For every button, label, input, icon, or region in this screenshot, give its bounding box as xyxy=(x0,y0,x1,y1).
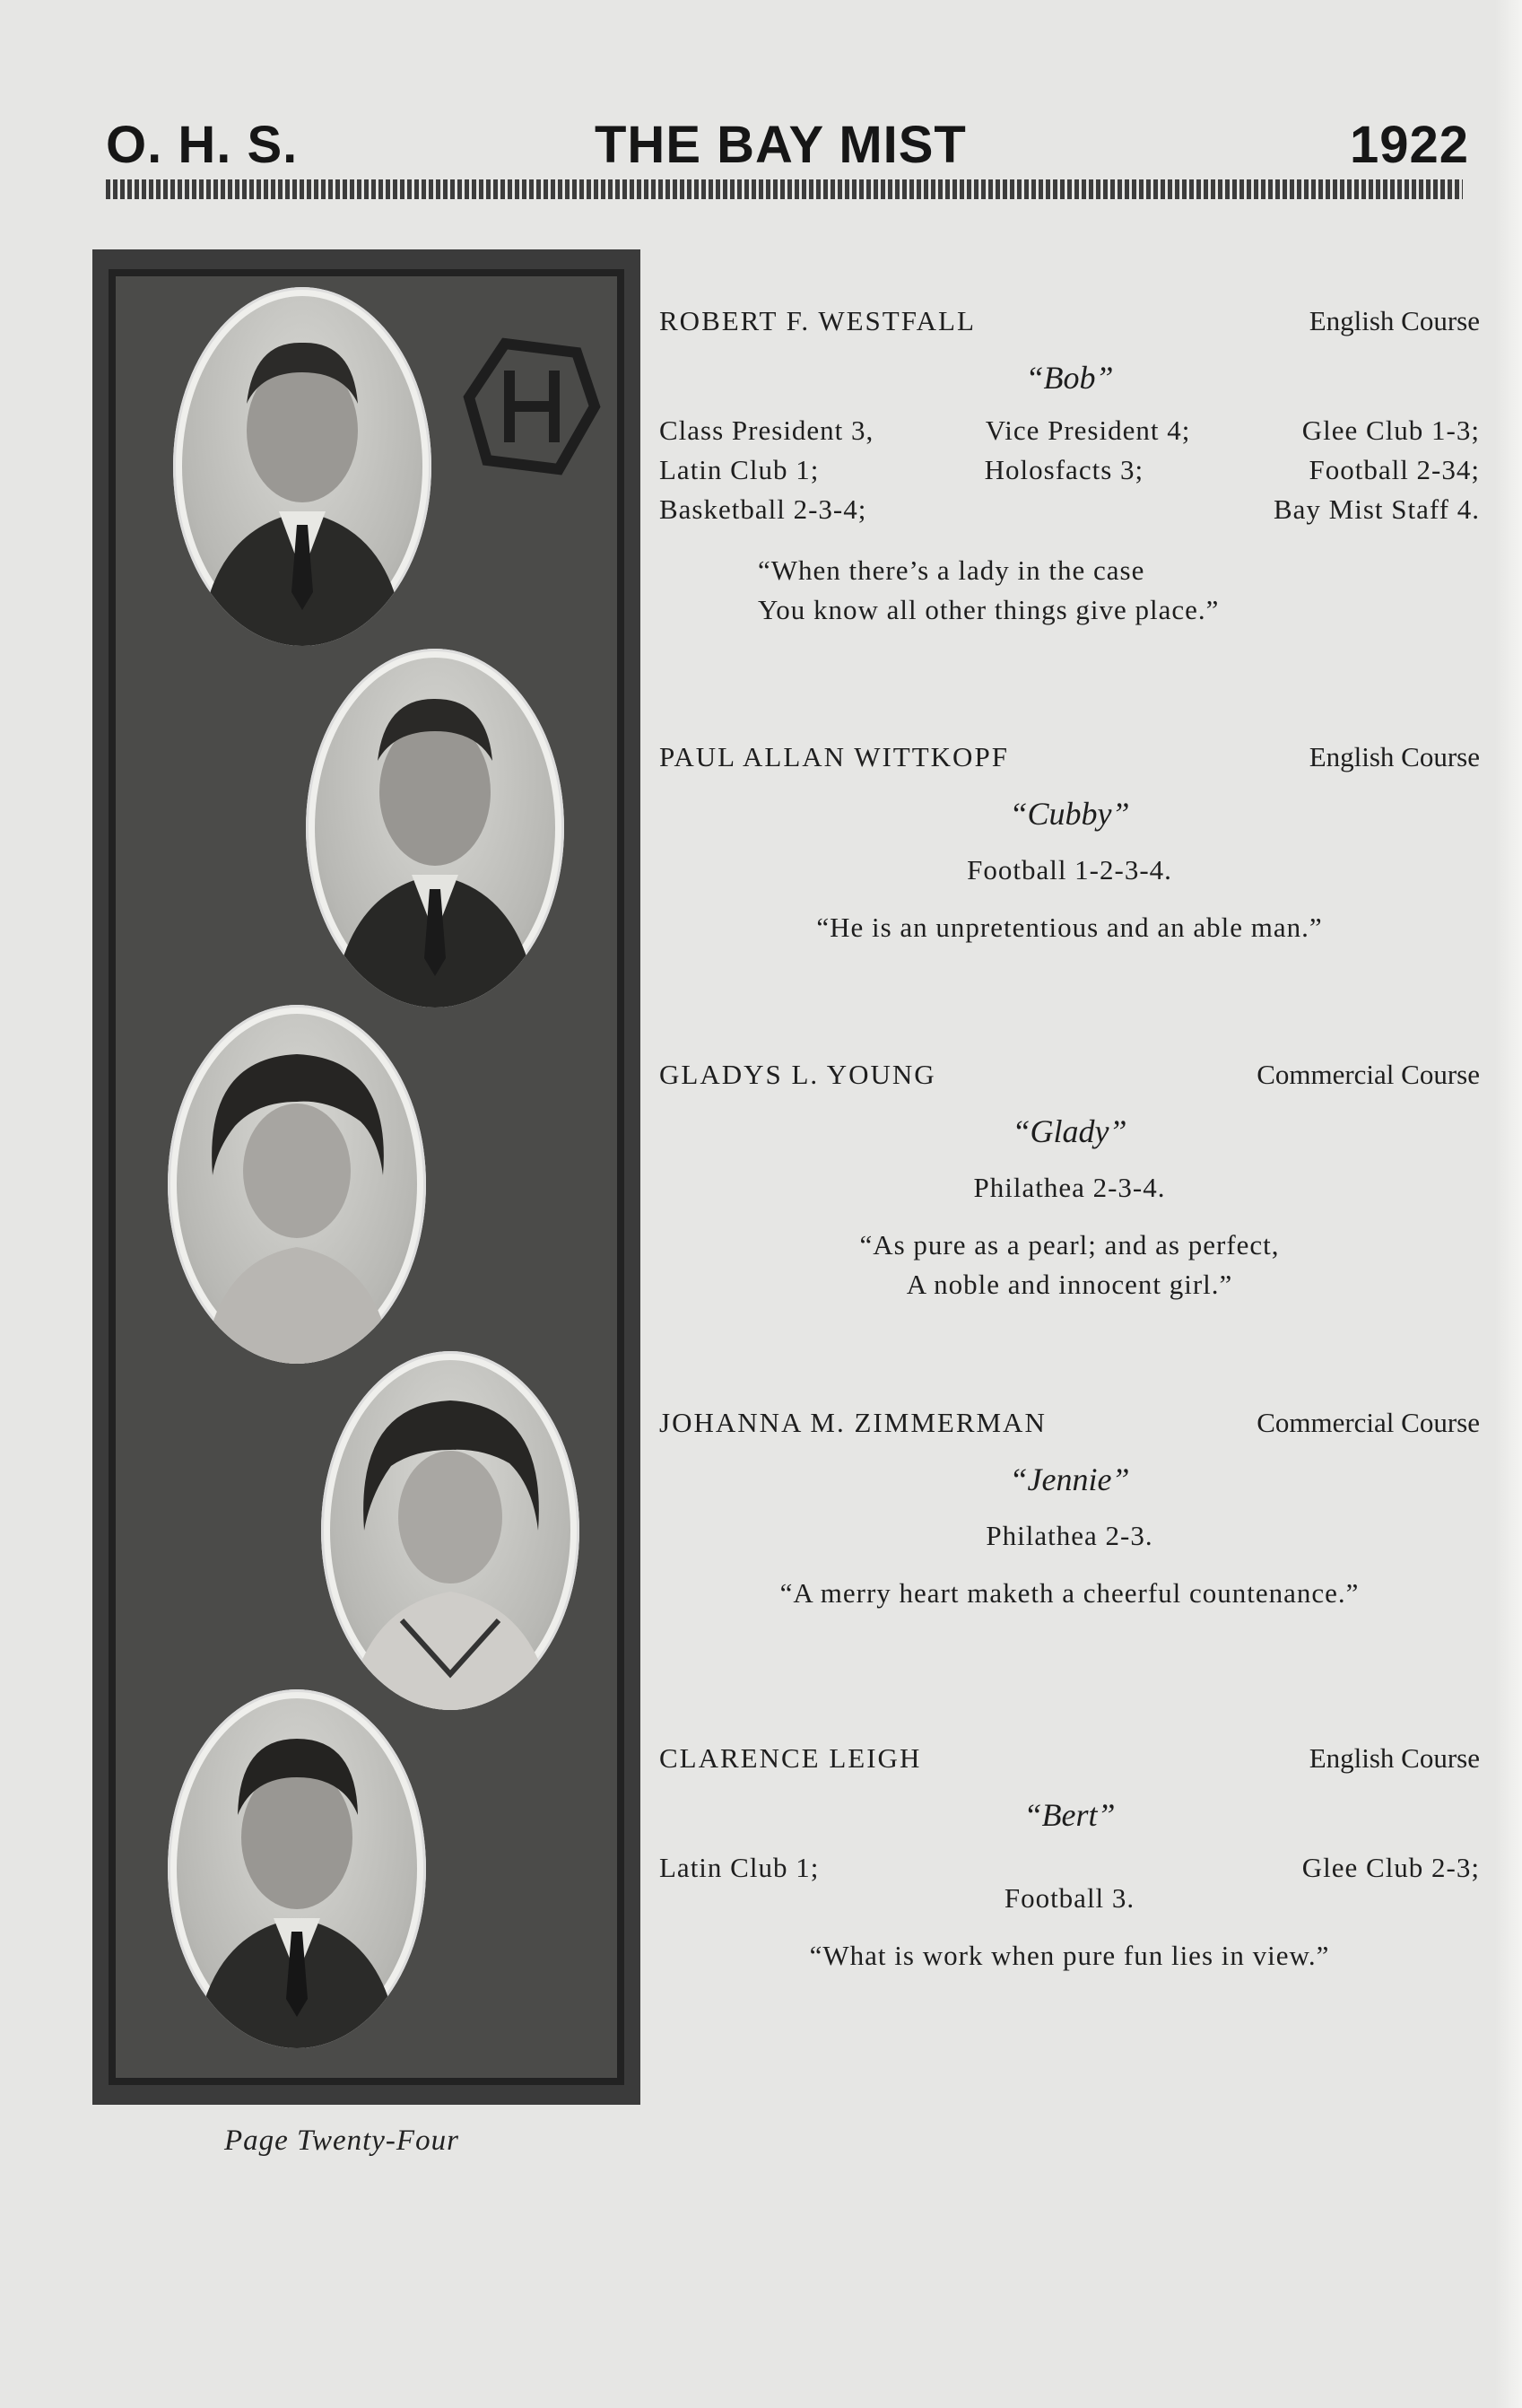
page-header xyxy=(106,115,1469,178)
student-quote xyxy=(659,908,1480,947)
quote-line: A noble and innocent girl.” xyxy=(906,1269,1233,1300)
student-quote xyxy=(659,1936,1480,1976)
student-name: PAUL ALLAN WITTKOPF xyxy=(659,741,1009,772)
student-nickname: “Bob” xyxy=(1025,360,1114,396)
activity: Class President 3, xyxy=(659,414,874,446)
portrait-westfall xyxy=(173,287,431,646)
activity: Latin Club 1; xyxy=(659,1852,820,1883)
page-number: Page Twenty-Four xyxy=(224,2124,459,2157)
student-course: Commercial Course xyxy=(1257,1407,1480,1438)
student-entry xyxy=(659,1059,1480,1304)
portrait-zimmerman xyxy=(321,1351,579,1710)
activity: Glee Club 2-3; xyxy=(1301,1852,1480,1883)
activity: Football 2-34; xyxy=(1309,454,1480,485)
activity: Basketball 2-3-4; xyxy=(659,493,867,525)
student-nickname: “Cubby” xyxy=(1009,796,1130,832)
activity: Vice President 4; xyxy=(985,414,1191,446)
student-quote xyxy=(659,1226,1480,1304)
activity: Latin Club 1; xyxy=(659,454,820,485)
student-activities: Philathea 2-3. xyxy=(986,1520,1153,1551)
quote-line: “A merry heart maketh a cheerful countenance.” xyxy=(779,1577,1360,1609)
quote-line: You know all other things give place.” xyxy=(758,594,1220,625)
student-entry xyxy=(659,1407,1480,1613)
student-quote xyxy=(659,1574,1480,1613)
student-nickname: “Glady” xyxy=(1012,1113,1127,1149)
student-name: CLARENCE LEIGH xyxy=(659,1742,922,1774)
quote-line: “What is work when pure fun lies in view.” xyxy=(809,1940,1330,1971)
student-activities: Football 1-2-3-4. xyxy=(967,854,1172,886)
portrait-panel xyxy=(92,249,640,2105)
student-course: Commercial Course xyxy=(1257,1059,1480,1090)
student-nickname: “Jennie” xyxy=(1009,1461,1130,1497)
activity: Holosfacts 3; xyxy=(984,454,1144,485)
portrait-leigh xyxy=(168,1689,426,2048)
portrait-young xyxy=(168,1005,426,1364)
student-name: JOHANNA M. ZIMMERMAN xyxy=(659,1407,1047,1438)
quote-line: “As pure as a pearl; and as perfect, xyxy=(859,1229,1280,1261)
header-rule xyxy=(106,179,1463,199)
student-activities: Philathea 2-3-4. xyxy=(973,1172,1166,1203)
quote-line: “When there’s a lady in the case xyxy=(758,554,1145,586)
student-activities xyxy=(659,1852,1480,1918)
quote-line: “He is an unpretentious and an able man.” xyxy=(816,912,1323,943)
student-activities xyxy=(659,414,1480,533)
header-year: 1922 xyxy=(1349,116,1469,174)
header-title: THE BAY MIST xyxy=(595,116,967,174)
page-edge xyxy=(1495,0,1522,2408)
student-course: English Course xyxy=(1309,741,1480,772)
portrait-wittkopf xyxy=(306,649,564,1008)
student-entry xyxy=(659,1742,1480,1976)
student-quote xyxy=(758,551,1480,630)
hs-monogram-logo xyxy=(460,335,604,478)
activity: Glee Club 1-3; xyxy=(1301,414,1480,446)
student-name: GLADYS L. YOUNG xyxy=(659,1059,936,1090)
activity: Bay Mist Staff 4. xyxy=(1274,493,1480,525)
header-school: O. H. S. xyxy=(106,116,299,174)
student-nickname: “Bert” xyxy=(1023,1797,1116,1833)
student-name: ROBERT F. WESTFALL xyxy=(659,305,976,336)
activity: Football 3. xyxy=(1004,1882,1135,1914)
student-course: English Course xyxy=(1309,305,1480,336)
student-course: English Course xyxy=(1309,1742,1480,1774)
student-entry xyxy=(659,741,1480,947)
student-entry xyxy=(659,305,1480,630)
